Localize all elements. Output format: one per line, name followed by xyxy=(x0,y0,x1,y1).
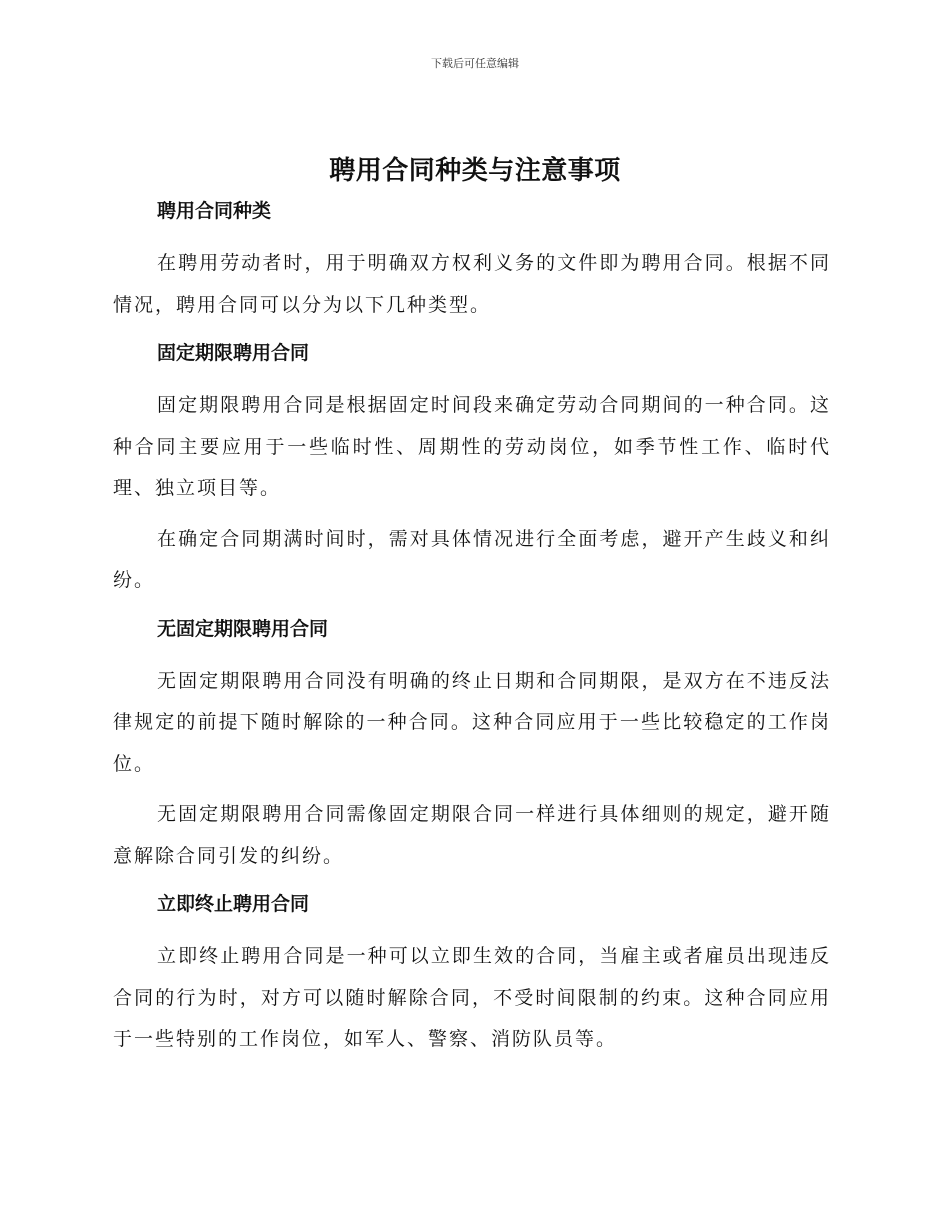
paragraph: 无固定期限聘用合同没有明确的终止日期和合同期限，是双方在不违反法律规定的前提下随时解除的一种合同。这种合同应用于一些比较稳定的工作岗位。 xyxy=(113,669,831,775)
section-heading: 无固定期限聘用合同 xyxy=(157,617,329,640)
document-title: 聘用合同种类与注意事项 xyxy=(329,156,621,186)
section-heading: 聘用合同种类 xyxy=(157,200,272,222)
section-heading: 立即终止聘用合同 xyxy=(157,893,310,915)
paragraph: 无固定期限聘用合同需像固定期限合同一样进行具体细则的规定，避开随意解除合同引发的纠纷。 xyxy=(113,803,831,867)
section-heading: 固定期限聘用合同 xyxy=(157,342,310,364)
section-contract-types xyxy=(113,193,831,326)
paragraph: 在聘用劳动者时，用于明确双方权利义务的文件即为聘用合同。根据不同情况，聘用合同可以分为以下几种类型。 xyxy=(113,252,831,316)
header-note: 下载后可任意编辑 xyxy=(431,57,519,70)
paragraph: 固定期限聘用合同是根据固定时间段来确定劳动合同期间的一种合同。这种合同主要应用于一些临时性、周期性的劳动岗位，如季节性工作、临时代理、独立项目等。 xyxy=(113,394,831,499)
paragraph: 在确定合同期满时间时，需对具体情况进行全面考虑，避开产生歧义和纠纷。 xyxy=(113,527,831,591)
section-open-ended xyxy=(113,611,831,878)
document-body xyxy=(113,193,831,1061)
section-fixed-term xyxy=(113,335,831,602)
paragraph: 立即终止聘用合同是一种可以立即生效的合同，当雇主或者雇员出现违反合同的行为时，对方可以随时解除合同，不受时间限制的约束。这种合同应用于一些特别的工作岗位，如军人、警察、消防队员等。 xyxy=(113,945,831,1050)
section-immediate-termination xyxy=(113,886,831,1061)
